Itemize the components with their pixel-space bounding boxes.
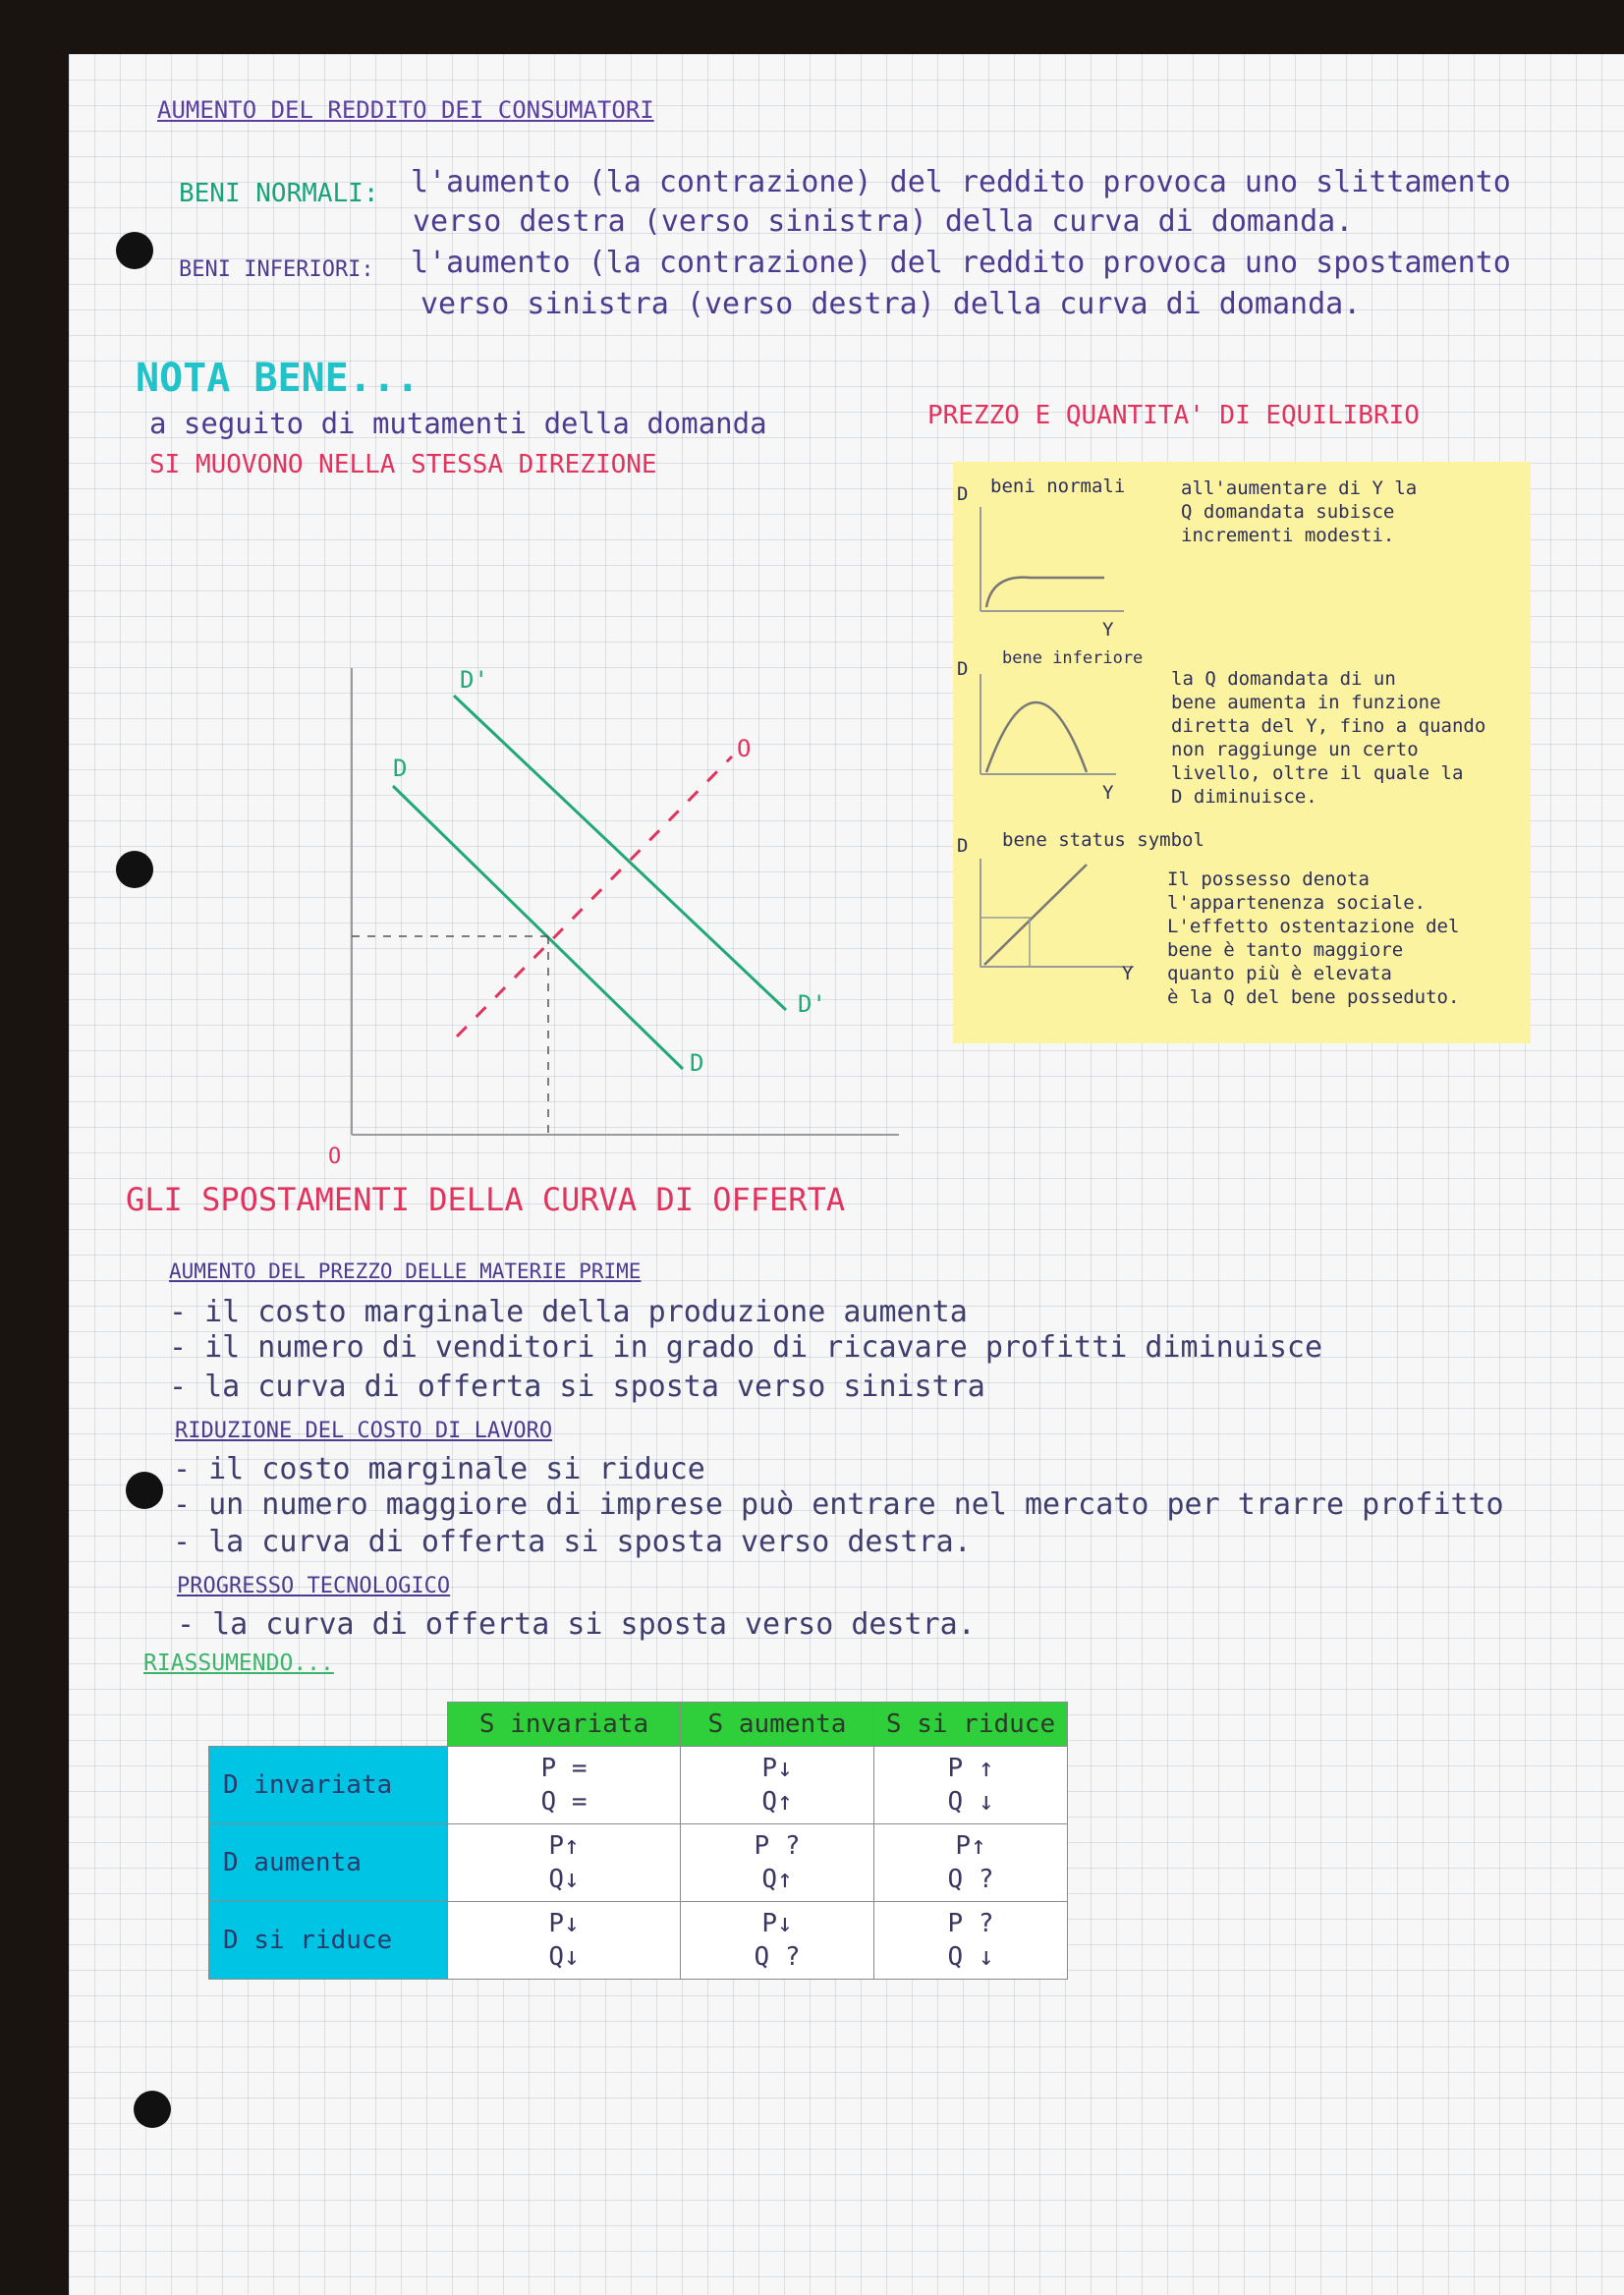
supply-curve-o xyxy=(457,756,732,1036)
g1-axis-y: D xyxy=(957,483,969,505)
s2-line-2: - un numero maggiore di imprese può entrare nel mercato per trarre profitto xyxy=(173,1487,1504,1522)
g3-title: bene status symbol xyxy=(1002,829,1204,851)
binder-hole-1 xyxy=(116,232,153,269)
s2-line-1: - il costo marginale si riduce xyxy=(173,1452,705,1486)
label-beni-inferiori: BENI INFERIORI: xyxy=(179,257,374,282)
table-cell: P↓ Q ? xyxy=(681,1902,874,1980)
g3-axis-y: D xyxy=(957,835,969,857)
g2-note-2: bene aumenta in funzione xyxy=(1171,692,1441,713)
g2-note-3: diretta del Y, fino a quando xyxy=(1171,715,1486,737)
s1-line-3: - la curva di offerta si sposta verso sinistra xyxy=(169,1370,985,1404)
demand-curve-d xyxy=(393,786,683,1069)
s2-line-3: - la curva di offerta si sposta verso destra. xyxy=(173,1525,972,1559)
g2-note-1: la Q domandata di un xyxy=(1171,668,1396,690)
table-cell: P↓ Q↓ xyxy=(448,1902,681,1980)
riassumendo: RIASSUMENDO... xyxy=(143,1651,334,1676)
sticky-note xyxy=(953,462,1531,1043)
col-s-riduce: S si riduce xyxy=(874,1703,1068,1747)
table-row xyxy=(209,1747,1068,1824)
g1-note-1: all'aumentare di Y la xyxy=(1181,477,1418,499)
s1-line-2: - il numero di venditori in grado di ricavare profitti diminuisce xyxy=(169,1330,1322,1365)
g2-note-5: livello, oltre il quale la xyxy=(1171,762,1464,784)
g2-axis-y: D xyxy=(957,658,969,680)
label-beni-normali: BENI NORMALI: xyxy=(179,179,379,208)
table-row xyxy=(209,1902,1068,1980)
graph-bene-inferiore xyxy=(977,672,1124,782)
row-d-invariata: D invariata xyxy=(209,1747,448,1824)
s3-line-1: - la curva di offerta si sposta verso destra. xyxy=(177,1607,976,1642)
graph-beni-normali xyxy=(977,505,1134,623)
nota-highlight: PREZZO E QUANTITA' DI EQUILIBRIO xyxy=(927,401,1420,430)
nota-line-2: SI MUOVONO NELLA STESSA DIREZIONE xyxy=(149,450,657,479)
g1-note-2: Q domandata subisce xyxy=(1181,501,1395,523)
table-cell: P ? Q ↓ xyxy=(874,1902,1068,1980)
g3-note-2: l'appartenenza sociale. xyxy=(1167,892,1427,914)
summary-table xyxy=(208,1702,1068,1980)
g2-axis-x: Y xyxy=(1102,782,1114,804)
row-d-riduce: D si riduce xyxy=(209,1902,448,1980)
label-d-prime-top: D' xyxy=(460,666,488,694)
g1-axis-x: Y xyxy=(1102,619,1114,641)
offerta-title: GLI SPOSTAMENTI DELLA CURVA DI OFFERTA xyxy=(126,1181,846,1218)
g3-note-4: bene è tanto maggiore xyxy=(1167,939,1404,961)
label-origin: O xyxy=(328,1145,342,1169)
binder-hole-3 xyxy=(126,1472,163,1509)
row-d-aumenta: D aumenta xyxy=(209,1824,448,1902)
label-d-bottom: D xyxy=(690,1049,704,1077)
col-s-aumenta: S aumenta xyxy=(681,1703,874,1747)
sub-progresso: PROGRESSO TECNOLOGICO xyxy=(177,1574,451,1598)
inferior-line-1: l'aumento (la contrazione) del reddito provoca uno spostamento xyxy=(411,246,1511,280)
g1-title: beni normali xyxy=(990,476,1126,497)
table-cell: P↑ Q↓ xyxy=(448,1824,681,1902)
table-cell: P ? Q↑ xyxy=(681,1824,874,1902)
g3-note-6: è la Q del bene posseduto. xyxy=(1167,986,1460,1008)
label-d-prime-bottom: D' xyxy=(798,990,826,1018)
g2-title: bene inferiore xyxy=(1002,648,1144,668)
section-title-reddito: AUMENTO DEL REDDITO DEI CONSUMATORI xyxy=(157,96,654,124)
binder-hole-4 xyxy=(134,2091,171,2128)
s1-line-1: - il costo marginale della produzione aumenta xyxy=(169,1295,968,1329)
table-cell: P = Q = xyxy=(448,1747,681,1824)
g3-note-3: L'effetto ostentazione del xyxy=(1167,916,1460,937)
binder-hole-2 xyxy=(116,851,153,888)
normal-line-2: verso destra (verso sinistra) della curva di domanda. xyxy=(413,204,1354,239)
table-cell: P↓ Q↑ xyxy=(681,1747,874,1824)
sub-materie-prime: AUMENTO DEL PREZZO DELLE MATERIE PRIME xyxy=(169,1259,642,1283)
table-row xyxy=(209,1824,1068,1902)
label-d-top: D xyxy=(393,755,408,782)
normal-line-1: l'aumento (la contrazione) del reddito provoca uno slittamento xyxy=(411,165,1511,199)
nota-bene-title: NOTA BENE... xyxy=(136,356,420,401)
demand-shift-graph xyxy=(324,648,914,1169)
graph-bene-status-symbol xyxy=(977,857,1144,977)
table-cell: P↑ Q ? xyxy=(874,1824,1068,1902)
nota-line-1: a seguito di mutamenti della domanda xyxy=(149,407,767,440)
g3-axis-x: Y xyxy=(1122,963,1134,984)
table-header-row xyxy=(209,1703,1068,1747)
inferior-line-2: verso sinistra (verso destra) della curva di domanda. xyxy=(420,287,1362,321)
label-o: O xyxy=(737,735,752,762)
col-s-invariata: S invariata xyxy=(448,1703,681,1747)
table-cell: P ↑ Q ↓ xyxy=(874,1747,1068,1824)
g1-note-3: incrementi modesti. xyxy=(1181,525,1395,546)
g2-note-4: non raggiunge un certo xyxy=(1171,739,1419,760)
g3-note-1: Il possesso denota xyxy=(1167,868,1370,890)
sub-costo-lavoro: RIDUZIONE DEL COSTO DI LAVORO xyxy=(175,1419,553,1443)
g3-note-5: quanto più è elevata xyxy=(1167,963,1392,984)
g2-note-6: D diminuisce. xyxy=(1171,786,1317,808)
